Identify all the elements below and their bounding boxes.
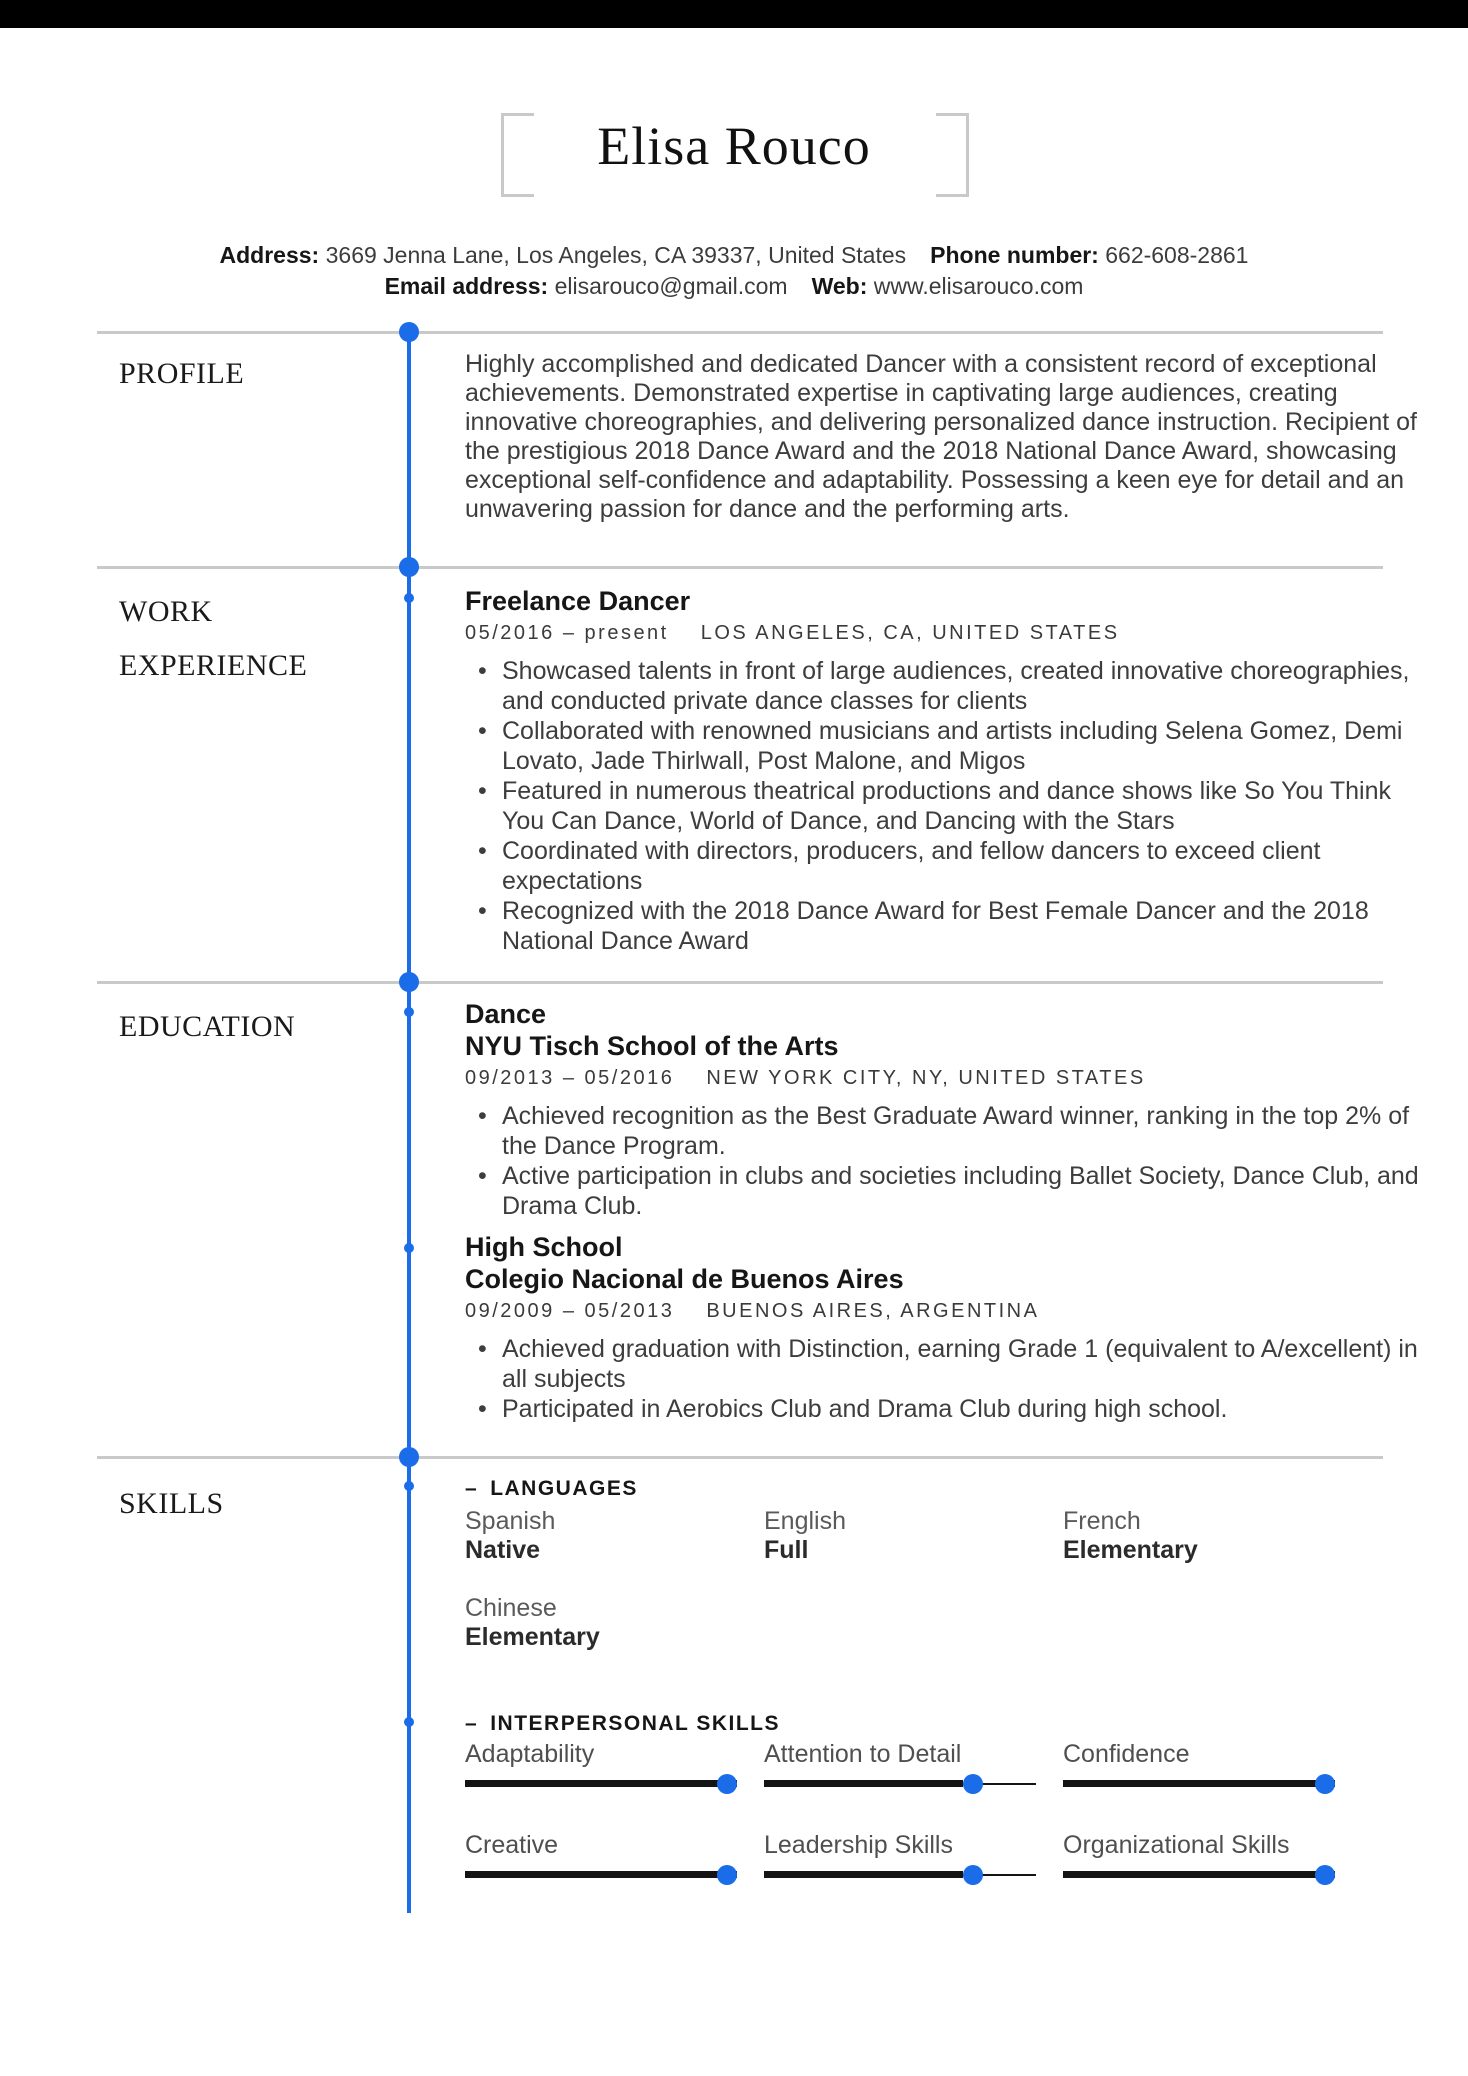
profile-section — [465, 350, 1423, 524]
skill-item — [1063, 1739, 1335, 1794]
skill-name: Confidence — [1063, 1740, 1190, 1768]
skill-item — [764, 1739, 1036, 1794]
school-name: NYU Tisch School of the Arts — [465, 1031, 839, 1061]
job-title: Freelance Dancer — [465, 586, 691, 616]
section-label-work-experience: WORK EXPERIENCE — [119, 595, 308, 682]
timeline-marker-freelance — [404, 593, 414, 603]
timeline-marker-languages — [404, 1481, 414, 1491]
language-name: Spanish — [465, 1507, 556, 1535]
skill-item — [465, 1830, 737, 1885]
job-dates: 05/2016 – present — [465, 622, 669, 644]
skill-level-bar — [764, 1865, 1036, 1885]
language-item — [465, 1506, 737, 1565]
job-bullet: • Coordinated with directors, producers, and fellow dancers to exceed client expectations — [465, 836, 1423, 896]
education-entry-dance — [465, 998, 1423, 1221]
timeline-dot-skills — [399, 1447, 419, 1467]
job-bullet: • Recognized with the 2018 Dance Award for Best Female Dancer and the 2018 National Dance Award — [465, 896, 1423, 956]
language-level: Native — [465, 1536, 541, 1564]
education-bullet-list — [465, 1101, 1423, 1221]
skill-level-bar — [1063, 1865, 1335, 1885]
education-entry-high-school — [465, 1231, 1423, 1424]
address-label: Address: — [219, 242, 320, 268]
education-dates: 09/2009 – 05/2013 — [465, 1300, 675, 1322]
skill-bar-knob — [1315, 1865, 1335, 1885]
education-dateline — [465, 1065, 1423, 1092]
skill-bar-fill — [1063, 1780, 1335, 1787]
section-divider — [97, 981, 1383, 984]
language-item — [465, 1593, 737, 1652]
languages-subsection — [465, 1476, 1423, 1652]
skill-level-bar — [465, 1774, 737, 1794]
web-label: Web: — [811, 273, 868, 299]
language-level: Elementary — [465, 1623, 600, 1651]
skill-bar-fill — [764, 1780, 963, 1787]
email-value: elisarouco@gmail.com — [554, 273, 788, 299]
skill-bar-knob — [963, 1865, 983, 1885]
section-label-skills: SKILLS — [119, 1487, 224, 1520]
timeline-marker-interpersonal — [404, 1717, 414, 1727]
language-name: Chinese — [465, 1594, 557, 1622]
address-segment — [220, 242, 907, 268]
interpersonal-header-label: INTERPERSONAL SKILLS — [490, 1712, 780, 1735]
education-bullet-list — [465, 1334, 1423, 1424]
skill-level-bar — [764, 1774, 1036, 1794]
section-label-profile: PROFILE — [119, 357, 245, 390]
skill-item — [1063, 1830, 1335, 1885]
skill-item — [465, 1739, 737, 1794]
language-name: French — [1063, 1507, 1141, 1535]
skill-item — [764, 1830, 1036, 1885]
education-dates: 09/2013 – 05/2016 — [465, 1067, 675, 1089]
job-bullet: • Showcased talents in front of large audiences, created innovative choreographies, and conducted private dance classes for clients — [465, 656, 1423, 716]
skill-bar-knob — [963, 1774, 983, 1794]
skill-bar-fill — [1063, 1871, 1335, 1878]
languages-header-label: LANGUAGES — [490, 1477, 638, 1500]
degree-title: High School — [465, 1232, 623, 1262]
timeline-dot-work — [399, 557, 419, 577]
languages-grid — [465, 1506, 1423, 1652]
language-name: English — [764, 1507, 846, 1535]
contact-info — [0, 240, 1468, 302]
timeline-dot-profile — [399, 322, 419, 342]
phone-segment — [930, 242, 1248, 268]
education-location: NEW YORK CITY, NY, UNITED STATES — [706, 1067, 1146, 1089]
job-bullet-list — [465, 656, 1423, 956]
web-value: www.elisarouco.com — [873, 273, 1084, 299]
skill-bar-knob — [1315, 1774, 1335, 1794]
language-item — [1063, 1506, 1335, 1565]
interpersonal-grid — [465, 1739, 1423, 1885]
school-name: Colegio Nacional de Buenos Aires — [465, 1264, 904, 1294]
education-bullet: • Participated in Aerobics Club and Drama Club during high school. — [465, 1394, 1423, 1424]
skill-name: Organizational Skills — [1063, 1831, 1290, 1859]
contact-line-2 — [0, 271, 1468, 302]
top-bar — [0, 0, 1468, 28]
skill-bar-knob — [717, 1865, 737, 1885]
job-bullet: • Featured in numerous theatrical productions and dance shows like So You Think You Can Dance, World of Dance, and Dancing with the Stars — [465, 776, 1423, 836]
skill-bar-fill — [465, 1871, 737, 1878]
email-segment — [385, 273, 788, 299]
phone-value: 662-608-2861 — [1105, 242, 1249, 268]
education-bullet: • Achieved graduation with Distinction, earning Grade 1 (equivalent to A/excellent) in all subjects — [465, 1334, 1423, 1394]
section-divider — [97, 566, 1383, 569]
language-item — [764, 1506, 1036, 1565]
dash-prefix: – — [465, 1712, 479, 1735]
timeline-marker-dance — [404, 1007, 414, 1017]
skill-name: Adaptability — [465, 1740, 595, 1768]
section-label-education: EDUCATION — [119, 1010, 296, 1043]
skill-bar-fill — [465, 1780, 737, 1787]
education-bullet: • Achieved recognition as the Best Graduate Award winner, ranking in the top 2% of the Dance Program. — [465, 1101, 1423, 1161]
interpersonal-subsection — [465, 1711, 1423, 1885]
web-segment — [812, 273, 1084, 299]
skill-name: Leadership Skills — [764, 1831, 953, 1859]
interpersonal-header — [465, 1711, 1423, 1737]
name-header — [0, 113, 1468, 197]
skill-name: Attention to Detail — [764, 1740, 962, 1768]
skill-level-bar — [1063, 1774, 1335, 1794]
language-level: Elementary — [1063, 1536, 1198, 1564]
language-level: Full — [764, 1536, 809, 1564]
timeline-marker-highschool — [404, 1243, 414, 1253]
section-divider — [97, 331, 1383, 334]
timeline-dot-education — [399, 972, 419, 992]
contact-line-1 — [0, 240, 1468, 271]
email-label: Email address: — [384, 273, 549, 299]
skill-bar-fill — [764, 1871, 963, 1878]
job-bullet: • Collaborated with renowned musicians and artists including Selena Gomez, Demi Lovato, Jade Thirlwall, Post Malone, and Migos — [465, 716, 1423, 776]
profile-summary: Highly accomplished and dedicated Dancer with a consistent record of exceptional achievements. Demonstrated expertise in captivating large audiences, creating innovative choreographies, and delivering personalized dance instruction. Recipient of the prestigious 2018 Dance Award and the 2018 National Dance Award, showcasing exceptional self-confidence and adaptability. Possessing a keen eye for detail and an unwavering passion for dance and the performing arts. — [465, 350, 1417, 523]
skill-level-bar — [465, 1865, 737, 1885]
education-bullet: • Active participation in clubs and societies including Ballet Society, Dance Club, and Drama Club. — [465, 1161, 1423, 1221]
address-value: 3669 Jenna Lane, Los Angeles, CA 39337, United States — [325, 242, 907, 268]
job-location: LOS ANGELES, CA, UNITED STATES — [700, 622, 1120, 644]
work-entry-freelance-dancer — [465, 585, 1423, 956]
phone-label: Phone number: — [930, 242, 1099, 268]
job-dateline — [465, 620, 1423, 647]
degree-title: Dance — [465, 999, 547, 1029]
skill-name: Creative — [465, 1831, 559, 1859]
education-dateline — [465, 1298, 1423, 1325]
languages-header — [465, 1476, 1423, 1502]
dash-prefix: – — [465, 1477, 479, 1500]
skill-bar-knob — [717, 1774, 737, 1794]
section-divider — [97, 1456, 1383, 1459]
education-location: BUENOS AIRES, ARGENTINA — [706, 1300, 1040, 1322]
candidate-name: Elisa Rouco — [597, 116, 871, 176]
